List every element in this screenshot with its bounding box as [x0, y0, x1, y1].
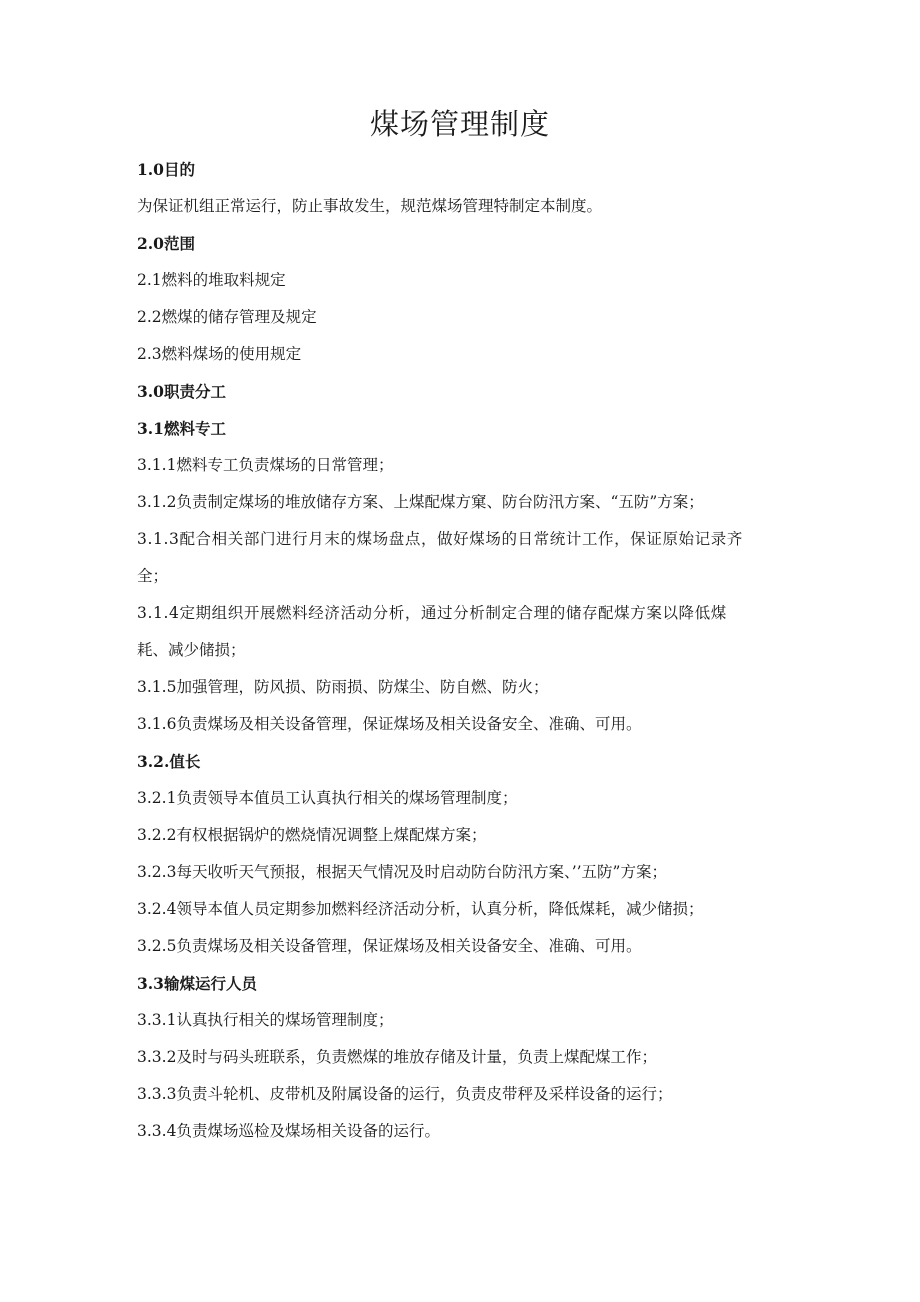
paragraph: 3.1.1燃料专工负责煤场的日常管理；: [137, 456, 394, 474]
paragraph: 3.3.1认真执行相关的煤场管理制度；: [137, 1011, 394, 1029]
subsection-heading: 3.3输煤运行人员: [137, 974, 257, 993]
subsection-heading: 3.2.值长: [137, 752, 201, 771]
paragraph: 2.1燃料的堆取料规定: [137, 271, 286, 289]
section-heading: 1.0目的: [137, 160, 195, 179]
paragraph: 3.1.6负责煤场及相关设备管理，保证煤场及相关设备安全、准确、可用。: [137, 715, 642, 733]
paragraph: 3.2.3每天收听天气预报，根据天气情况及时启动防台防汛方案、’’五防”方案；: [137, 863, 667, 881]
paragraph: 为保证机组正常运行，防止事故发生，规范煤场管理特制定本制度。: [137, 197, 603, 215]
paragraph: 3.1.3配合相关部门进行月末的煤场盘点，做好煤场的日常统计工作，保证原始记录齐: [137, 530, 743, 548]
paragraph-continuation: 耗、减少储损；: [137, 641, 246, 659]
paragraph: 2.3燃料煤场的使用规定: [137, 345, 302, 363]
paragraph: 3.1.5加强管理，防风损、防雨损、防煤尘、防自燃、防火；: [137, 678, 549, 696]
document-body: [137, 151, 787, 1150]
paragraph: 3.3.2及时与码头班联系，负责燃煤的堆放存储及计量，负责上煤配煤工作；: [137, 1048, 657, 1066]
page-title: 煤场管理制度: [369, 107, 550, 141]
paragraph: 3.2.4领导本值人员定期参加燃料经济活动分析，认真分析，降低煤耗，减少储损；: [137, 900, 704, 918]
paragraph: 3.3.4负责煤场巡检及煤场相关设备的运行。: [137, 1122, 440, 1140]
section-heading: 2.0范围: [137, 234, 195, 253]
section-heading: 3.0职责分工: [137, 382, 226, 401]
paragraph: 3.2.5负责煤场及相关设备管理，保证煤场及相关设备安全、准确、可用。: [137, 937, 642, 955]
subsection-heading: 3.1燃料专工: [137, 419, 226, 438]
paragraph: 2.2燃煤的储存管理及规定: [137, 308, 317, 326]
paragraph: 3.2.2有权根据锅炉的燃烧情况调整上煤配煤方案；: [137, 826, 487, 844]
paragraph: 3.1.4定期组织开展燃料经济活动分析，通过分析制定合理的储存配煤方案以降低煤: [137, 604, 727, 622]
paragraph: 3.2.1负责领导本值员工认真执行相关的煤场管理制度；: [137, 789, 518, 807]
paragraph-continuation: 全；: [137, 567, 169, 585]
paragraph: 3.1.2负责制定煤场的堆放储存方案、上煤配煤方窠、防台防汛方案、“五防”方案；: [137, 493, 704, 511]
paragraph: 3.3.3负责斗轮机、皮带机及附属设备的运行，负责皮带秤及采样设备的运行；: [137, 1085, 673, 1103]
